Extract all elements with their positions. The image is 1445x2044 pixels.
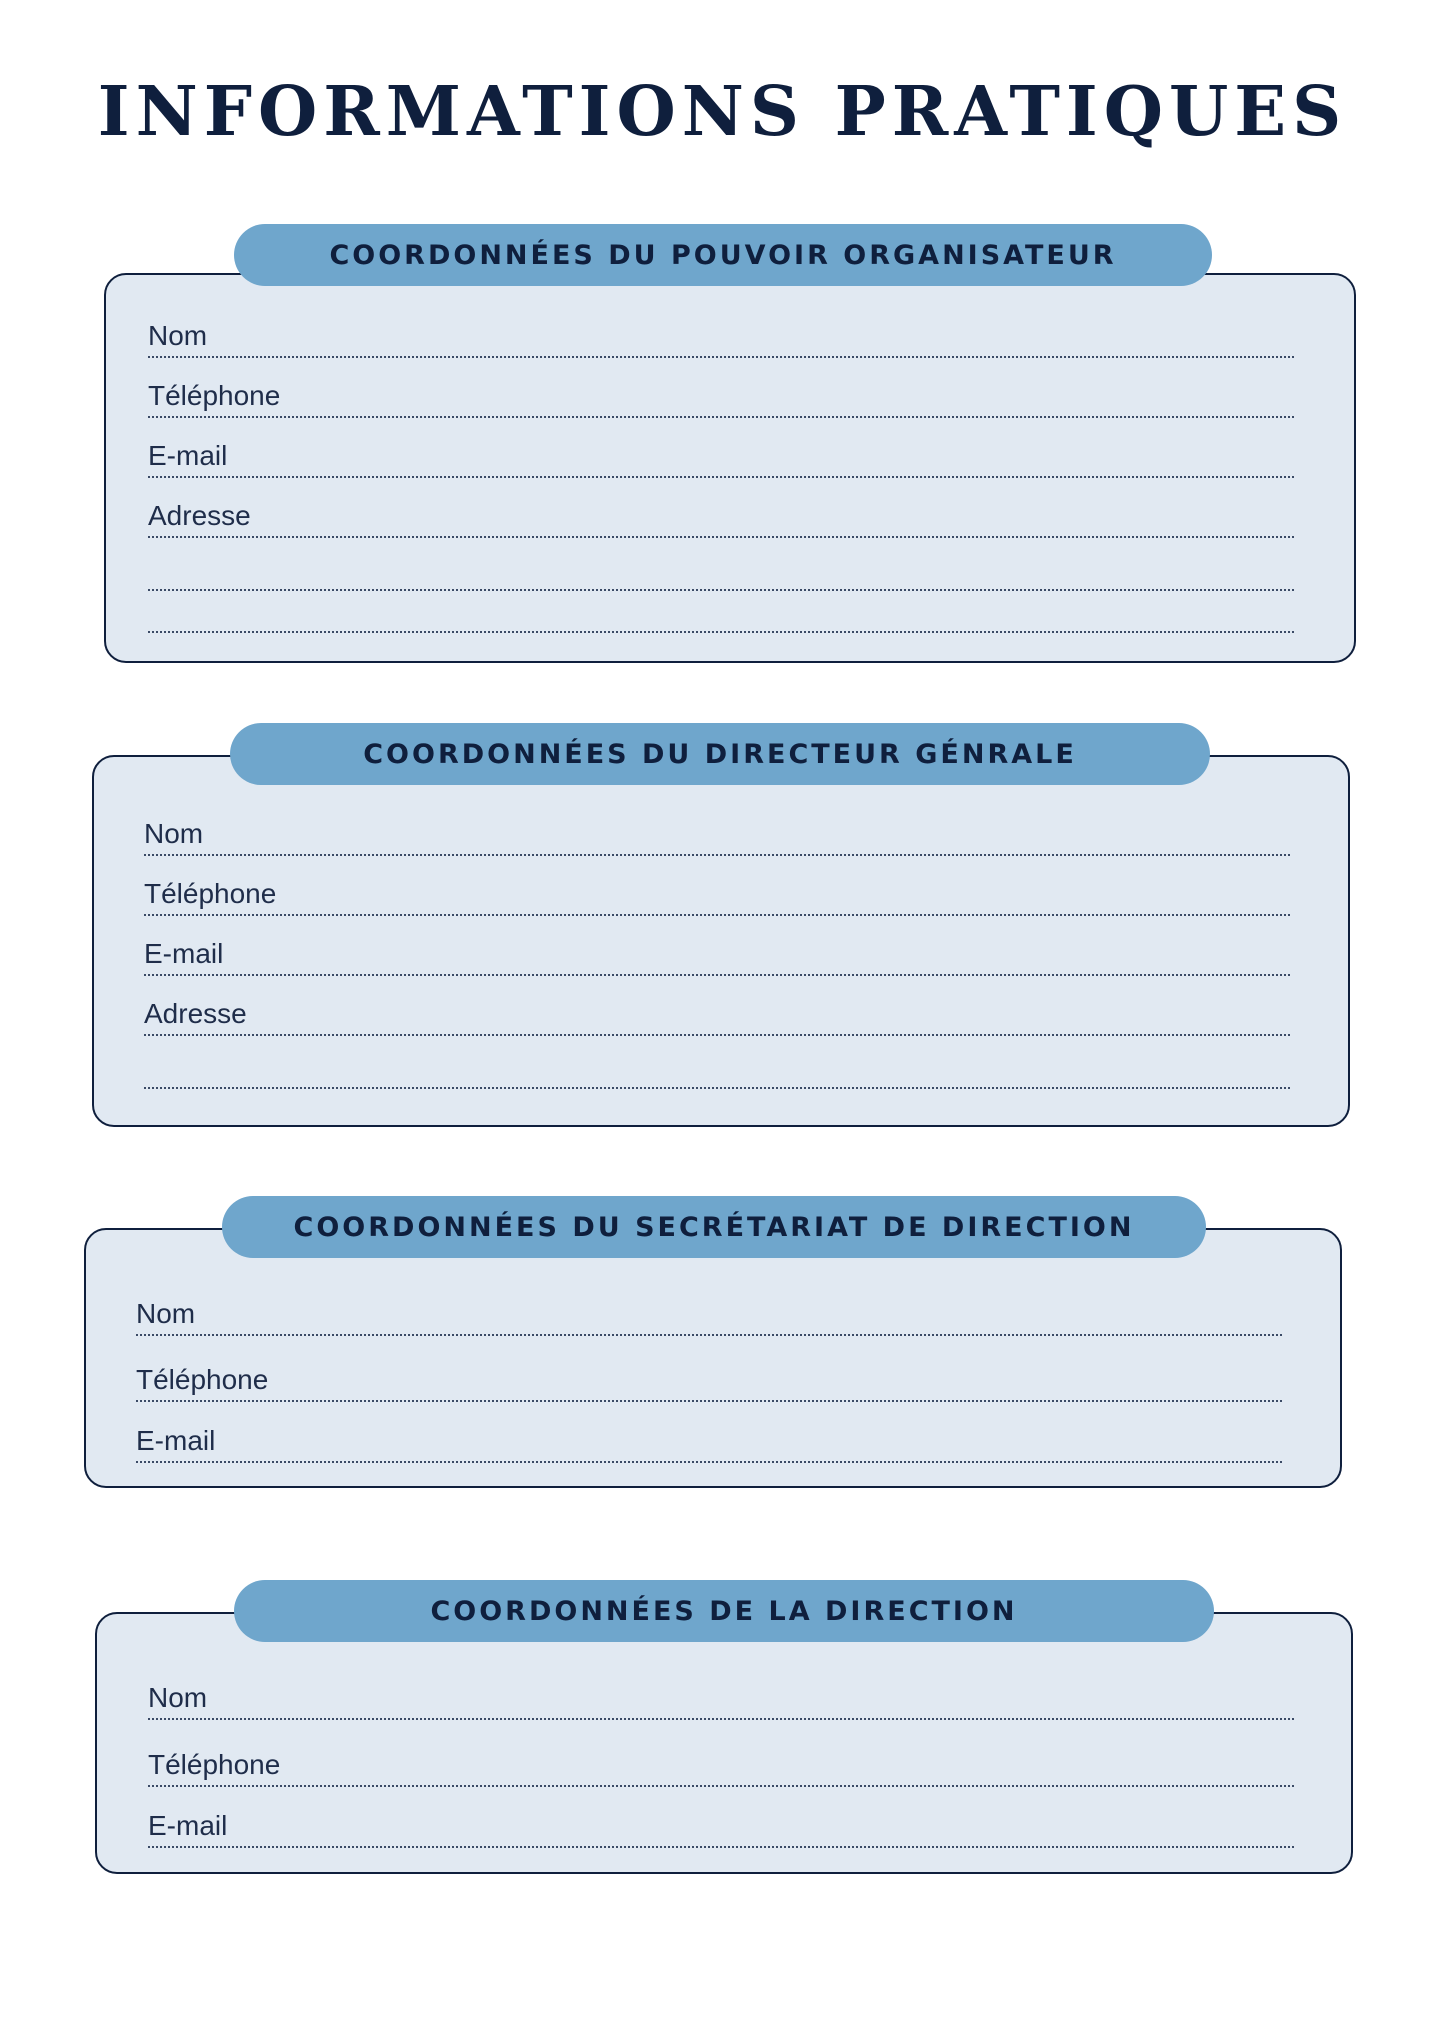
section-heading-pouvoir-organisateur: COORDONNÉES DU POUVOIR ORGANISATEUR	[234, 224, 1212, 286]
field-nom[interactable]	[148, 298, 1294, 358]
field-label-nom: Nom	[136, 1298, 196, 1329]
field-telephone[interactable]	[148, 1727, 1294, 1787]
section-heading-directeur-generale: COORDONNÉES DU DIRECTEUR GÉNRALE	[230, 723, 1210, 785]
field-email[interactable]	[144, 916, 1290, 976]
field-nom[interactable]	[136, 1276, 1282, 1336]
field-label-email: E-mail	[144, 938, 224, 969]
section-heading-secretariat-direction: COORDONNÉES DU SECRÉTARIAT DE DIRECTION	[222, 1196, 1206, 1258]
section-heading-direction: COORDONNÉES DE LA DIRECTION	[234, 1580, 1214, 1642]
field-email[interactable]	[148, 1788, 1294, 1848]
page-title: INFORMATIONS PRATIQUES	[97, 72, 1348, 152]
field-label-email: E-mail	[136, 1425, 216, 1456]
field-adresse-line2[interactable]	[144, 1029, 1290, 1089]
field-label-telephone: Téléphone	[144, 878, 277, 909]
field-label-nom: Nom	[148, 320, 208, 351]
field-adresse[interactable]	[148, 478, 1294, 538]
field-email[interactable]	[148, 418, 1294, 478]
field-label-adresse: Adresse	[148, 500, 251, 531]
field-label-email: E-mail	[148, 1810, 228, 1841]
field-telephone[interactable]	[136, 1342, 1282, 1402]
field-nom[interactable]	[144, 796, 1290, 856]
field-adresse[interactable]	[144, 976, 1290, 1036]
field-adresse-line2[interactable]	[148, 531, 1294, 591]
field-nom[interactable]	[148, 1660, 1294, 1720]
field-label-adresse: Adresse	[144, 998, 247, 1029]
field-telephone[interactable]	[148, 358, 1294, 418]
field-telephone[interactable]	[144, 856, 1290, 916]
field-label-email: E-mail	[148, 440, 228, 471]
field-email[interactable]	[136, 1403, 1282, 1463]
field-label-telephone: Téléphone	[148, 1749, 281, 1780]
field-label-telephone: Téléphone	[136, 1364, 269, 1395]
field-label-telephone: Téléphone	[148, 380, 281, 411]
field-label-nom: Nom	[148, 1682, 208, 1713]
field-label-nom: Nom	[144, 818, 204, 849]
